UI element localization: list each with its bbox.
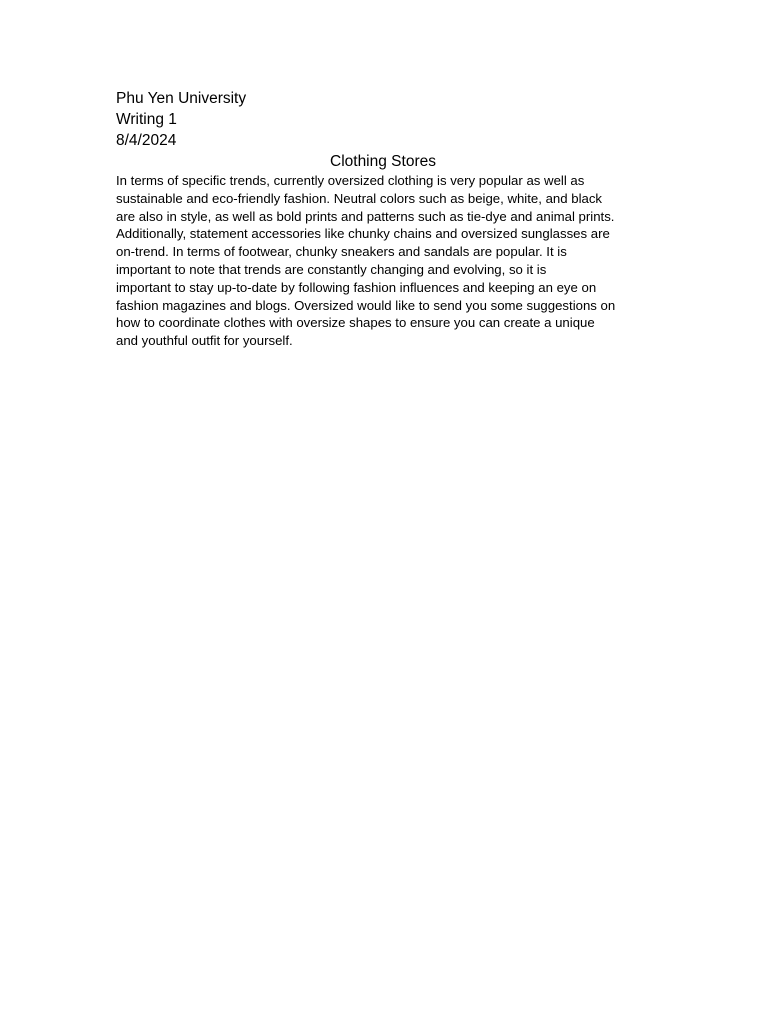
body-line: In terms of specific trends, currently oversized clothing is very popular as well as xyxy=(116,173,585,188)
document-title: Clothing Stores xyxy=(330,153,436,170)
body-paragraph xyxy=(116,172,656,350)
document-content xyxy=(116,88,656,350)
body-line: how to coordinate clothes with oversize shapes to ensure you can create a unique xyxy=(116,315,595,331)
document-date: 8/4/2024 xyxy=(116,132,177,149)
body-line: sustainable and eco-friendly fashion. Neutral colors such as beige, white, and black xyxy=(116,190,603,206)
body-line: fashion magazines and blogs. Oversized would like to send you some suggestions on xyxy=(116,297,616,313)
course-name: Writing 1 xyxy=(116,111,177,128)
body-line: important to stay up-to-date by following fashion influences and keeping an eye on xyxy=(116,279,597,295)
body-line: are also in style, as well as bold prints and patterns such as tie-dye and animal prints. xyxy=(116,208,615,224)
institution-name: Phu Yen University xyxy=(116,90,247,107)
body-line: important to note that trends are constantly changing and evolving, so it is xyxy=(116,261,547,277)
body-line: Additionally, statement accessories like chunky chains and oversized sunglasses are xyxy=(116,226,610,242)
body-line: and youthful outfit for yourself. xyxy=(116,333,293,349)
body-line: on-trend. In terms of footwear, chunky sneakers and sandals are popular. It is xyxy=(116,244,567,260)
